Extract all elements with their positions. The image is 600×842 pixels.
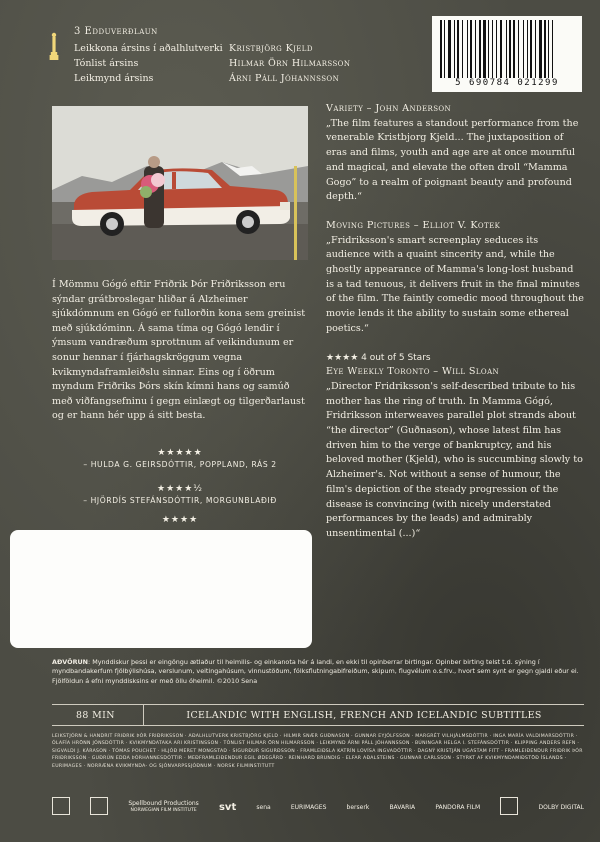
barcode-bar — [513, 20, 515, 78]
award-category: Leikkona ársins í aðalhlutverki — [74, 43, 223, 54]
synopsis-text: Í Mömmu Gógó eftir Friðrik Þór Friðriksson eru sýndar grátbroslegar hliðar á Alzheimer sjúkdómnum en Gógó er fullorðin kona sem greinist með sjúkdóminn. Á sama tíma og Gógó lendir í ýmsum vandræðum sprottnum af veikindunum er sonur hennar í fjárhagskröggum vegna kvikmyndaframleiðslu sinnar. Eins og í öðrum myndum Friðriks Þórs skín kímni hans og samúð með viðfangsefninu í gegn einlægt og tilgerðarlaust og er hann hér upp á sitt besta. — [52, 279, 306, 422]
film-still-illustration — [52, 106, 308, 260]
quote-item — [52, 515, 308, 525]
barcode-bar — [539, 20, 542, 78]
barcode-bar — [470, 20, 472, 78]
barcode-bar — [467, 20, 468, 78]
reviews-column — [326, 102, 584, 556]
spellbound-logo: Spellbound Productions NORWEGIAN FILM INSTITUTE — [128, 800, 199, 813]
barcode-bar — [492, 20, 493, 78]
review-item — [326, 351, 584, 542]
rating-stars: ★★★★ — [161, 515, 199, 525]
quote-source: – HULDA G. GEIRSDÓTTIR, POPPLAND, RÁS 2 — [83, 460, 277, 469]
barcode-bar — [457, 20, 459, 78]
award-row — [74, 56, 412, 71]
barcode-bars — [438, 20, 576, 78]
awards-section — [52, 26, 412, 86]
award-winner: Hilmar Örn Hilmarsson — [229, 58, 351, 69]
credits-block: LEIKSTJÓRN & HANDRIT FRIÐRIK ÞÓR FRIÐRIKSSON · AÐALHLUTVERK KRISTBJÖRG KJELD · HILMIR SNÆR GUÐNASON · GUNNAR EYJÓLFSSON · MARGRÉT VILHJÁLMSDÓTTIR · INGA MARÍA VALDIMARSDÓTTIR · ÓLAFÍA HRÖNN JÓNSDÓTTIR · KVIKMYNDATAKA ARI KRISTINSSON · TÓNLIST HILMAR ÖRN HILMARSSON · LEIKMYND ÁRNI PÁLL JÓHANNSSON · BÚNINGAR HELGA I. STEFÁNSDÓTTIR · KLIPPING ANDERS REFN · SIGVALDI J. KÁRASON · TÓMAS POUCHET · HLJÓÐ MERET MONGSTAD · SIGURÐUR SIGURÐSSON · FRAMLEIÐSLA KATRÍN LOVÍSA INGVADÓTTIR · DAGNÝ KRISTJÁN UGASTAM FITT · FRAMLEIÐENDUR FRIÐRIK ÞÓR FRIÐRIKSSON · GUÐRÚN EDDA ÞÓRHANNESDÓTTIR · MEÐFRAMLEIÐENDUR EGIL ØDEGÅRD · REINHARD BRUNDIG · ELFAR AÐALSTEINS · GUNNAR CARLSSON · STYRKT AF KVIKMYNDAMIÐSTÖÐ ÍSLANDS · EURIMAGES · NORRÆNA KVIKMYNDA- OG SJÓNVARPSSJÓÐNUM · NORSK FILMINSTITUTT — [52, 734, 583, 769]
award-row — [74, 41, 412, 56]
award-row — [74, 71, 412, 86]
pandora-film-logo: PANDORA FILM — [435, 803, 481, 811]
barcode-bar — [462, 20, 463, 78]
sena-logo: sena — [256, 803, 271, 811]
review-item — [326, 219, 584, 337]
review-heading: Moving Pictures – Elliot V. Kotek — [326, 219, 501, 231]
review-text: „Director Fridriksson's self-described tribute to his mother has the ring of truth. In Mamma Gógó, Fridriksson interweaves parallel plot strands about “the director” (Guðnason), whose latest film has driven him to the verge of bankruptcy, and his beloved mother (Kjeld), who is succumbing slowly to Alzheimer's. Not without a sense of humour, the film's depiction of the steady progression of the disease is convincing (with nicely understated performances by the leads) and admirably unsentimental (...)“ — [326, 380, 583, 539]
review-heading: Variety – John Anderson — [326, 103, 452, 114]
subtitles-info: ICELANDIC WITH ENGLISH, FRENCH AND ICELANDIC SUBTITLES — [186, 709, 542, 721]
barcode-bar — [488, 20, 489, 78]
barcode-bar — [454, 20, 455, 78]
award-category: Tónlist ársins — [74, 58, 139, 69]
svt-logo: svt — [218, 801, 237, 813]
barcode-digits: 5 690784 021299 — [455, 78, 559, 88]
film-still-photo — [52, 106, 308, 260]
review-text: „The film features a standout performance from the venerable Kristbjorg Kjeld... The juxtaposition of eras and films, youth and age are at once mournful and magical, and elevate the often droll “Mamma Gogo” to a realm of poignant beauty and profound depth.“ — [326, 117, 579, 203]
barcode-bar — [444, 20, 445, 78]
quote-source: – HJÖRDÍS STEFÁNSDÓTTIR, MORGUNBLAÐIÐ — [83, 496, 277, 505]
review-rating: ★★★★ 4 out of 5 Stars — [326, 352, 431, 363]
runtime: 88 MIN — [52, 705, 144, 725]
legal-warning — [52, 658, 584, 686]
awards-list — [52, 41, 412, 86]
barcode-bar — [440, 20, 442, 78]
award-winner: Kristbjörg Kjeld — [229, 43, 313, 54]
barcode — [432, 16, 582, 92]
barcode-bar — [518, 20, 519, 78]
barcode-bar — [496, 20, 497, 78]
barcode-bar — [483, 20, 486, 78]
rating-stars: ★★★★★ — [157, 448, 203, 458]
barcode-bar — [506, 20, 507, 78]
barcode-bar — [479, 20, 481, 78]
info-bar — [52, 704, 584, 726]
blank-sticker-panel — [10, 530, 312, 648]
barcode-bar — [523, 20, 524, 78]
nordic-fund-logo — [52, 797, 70, 817]
barcode-bar — [548, 20, 549, 78]
barcode-bar — [527, 20, 528, 78]
icelandic-film-centre-logo — [90, 797, 108, 817]
barcode-bar — [448, 20, 451, 78]
barcode-bar — [535, 20, 536, 78]
awards-title: 3 Edduverðlaun — [74, 26, 158, 37]
review-item — [326, 102, 584, 205]
review-heading: Eye Weekly Toronto – Will Sloan — [326, 366, 500, 378]
berserk-logo: berserk — [346, 803, 370, 811]
dolby-logo: DOLBY DIGITAL — [538, 803, 584, 811]
barcode-bar — [475, 20, 476, 78]
logo-strip — [52, 790, 584, 824]
oscar-statuette-icon — [48, 32, 60, 62]
quote-item — [52, 484, 308, 505]
review-text: „Fridriksson's smart screenplay seduces its audience with a quaint sincerity and, while the ghostly appearance of Mamma's long-lost husband is a tad tenuous, it delivers fruit in the final minutes of the film. The faintly comedic mood throughout the movie lends it the ability to sustain some ethereal poetics.“ — [326, 234, 584, 334]
rating-stars: ★★★★½ — [157, 484, 203, 494]
award-category: Leikmynd ársins — [74, 73, 154, 84]
barcode-bar — [552, 20, 553, 78]
crest-logo — [500, 797, 518, 817]
barcode-bar — [544, 20, 546, 78]
warning-label: AÐVÖRUN — [52, 658, 89, 666]
warning-text: : Mynddiskur þessi er eingöngu ætlaður til heimilis- og einkanota hér á landi, en ekki til opinberrar birtingar. Opinber birting telst t.d. sýning í myndbandakerfum fjölbýlishúsa, verslunum, veitingahúsum, vinnustöðum, fólksflutningabifreiðum, skipum, flugvélum o.s.frv., hvort sem synt er gegn gjaldi eður ei. Fjölföldun á efni mynddisksins er með öllu óheimil. ©2010 Sena — [52, 658, 579, 685]
eurimages-logo: EURIMAGES — [290, 803, 327, 811]
barcode-bar — [530, 20, 532, 78]
barcode-bar — [509, 20, 511, 78]
quote-item — [52, 448, 308, 469]
bavaria-logo: BAVARIA — [389, 803, 416, 811]
barcode-bar — [500, 20, 502, 78]
award-winner: Árni Páll Jóhannsson — [229, 73, 340, 84]
